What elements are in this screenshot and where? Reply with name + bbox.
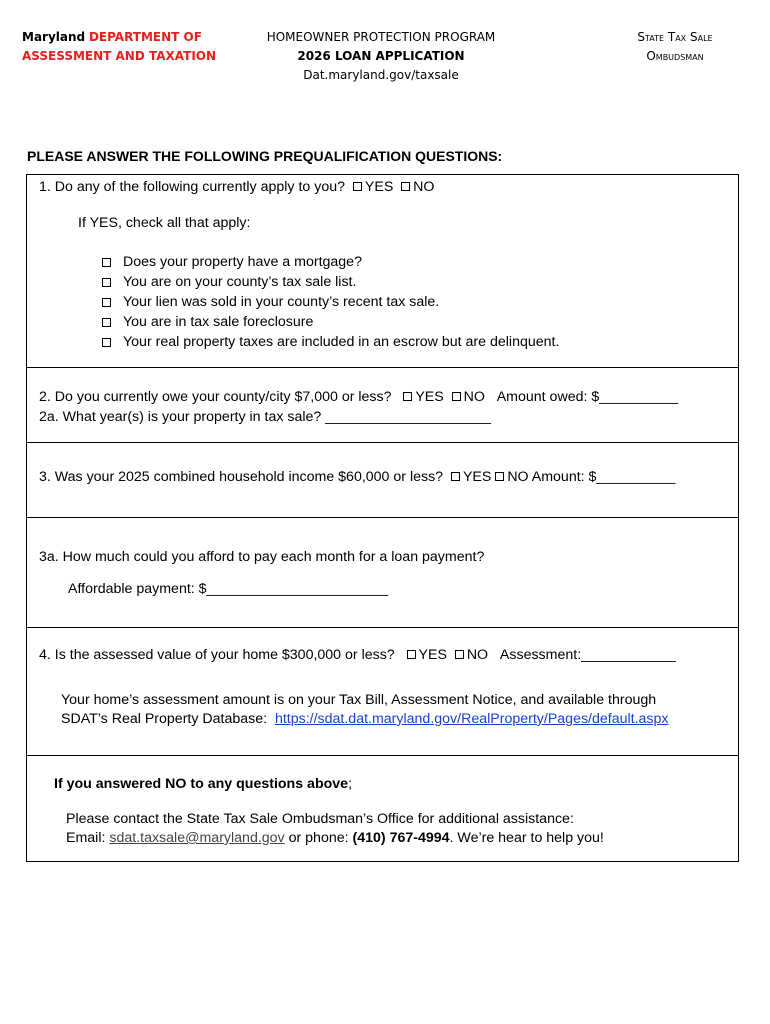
- q1-if-yes: If YES, check all that apply:: [78, 215, 251, 231]
- q1-option-checkbox[interactable]: [102, 258, 111, 267]
- divider: [26, 755, 739, 756]
- agency-line2: ASSESSMENT AND TAXATION: [22, 49, 217, 63]
- q1-options-list: [102, 252, 559, 352]
- q1-option-label: You are on your county’s tax sale list.: [123, 274, 357, 290]
- q1-option: [102, 292, 559, 312]
- q1-option-label: Does your property have a mortgage?: [123, 254, 362, 270]
- divider: [26, 367, 739, 368]
- email-link[interactable]: sdat.taxsale@maryland.gov: [109, 830, 285, 846]
- q3-no-checkbox[interactable]: [495, 472, 504, 481]
- footer-closing: . We’re hear to help you!: [449, 830, 604, 846]
- q3-amount-field[interactable]: Amount: $__________: [531, 469, 676, 485]
- footer-heading-bold: If you answered NO to any questions above: [54, 776, 349, 792]
- email-label: Email:: [66, 830, 106, 846]
- q4-no-checkbox[interactable]: [455, 650, 464, 659]
- divider: [26, 627, 739, 628]
- question-2-text: 2. Do you currently owe your county/city $7,000 or less?: [39, 389, 392, 405]
- question-4-text: 4. Is the assessed value of your home $300,000 or less?: [39, 647, 395, 663]
- q1-option-checkbox[interactable]: [102, 278, 111, 287]
- q1-option-label: Your lien was sold in your county’s recent tax sale.: [123, 294, 440, 310]
- q2-no-label: NO: [463, 389, 485, 405]
- divider: [26, 517, 739, 518]
- office-block: [610, 28, 740, 66]
- q1-no-checkbox[interactable]: [401, 182, 410, 191]
- footer-heading-suffix: ;: [348, 776, 353, 792]
- footer-contact: [66, 828, 604, 848]
- section-title: PLEASE ANSWER THE FOLLOWING PREQUALIFICATION QUESTIONS:: [27, 148, 503, 164]
- q3a-payment-field[interactable]: Affordable payment: $_______________________: [68, 581, 389, 597]
- footer-line1: Please contact the State Tax Sale Ombudsman’s Office for additional assistance:: [66, 811, 574, 827]
- application-title: 2026 LOAN APPLICATION: [297, 49, 465, 63]
- q1-option: [102, 332, 559, 352]
- q2-yes-checkbox[interactable]: [403, 392, 412, 401]
- agency-block: [22, 28, 216, 66]
- q1-yes-label: YES: [364, 179, 394, 195]
- website-text: Dat.maryland.gov/taxsale: [303, 68, 459, 82]
- q1-option-checkbox[interactable]: [102, 298, 111, 307]
- divider: [26, 442, 739, 443]
- question-2a[interactable]: 2a. What year(s) is your property in tax sale? _____________________: [39, 409, 491, 425]
- program-block: [228, 28, 534, 85]
- q1-option: [102, 312, 559, 332]
- q1-yes-checkbox[interactable]: [353, 182, 362, 191]
- q1-option-label: Your real property taxes are included in an escrow but are delinquent.: [123, 334, 560, 350]
- q2-amount-field[interactable]: Amount owed: $__________: [496, 389, 679, 405]
- q4-yes-label: YES: [418, 647, 447, 663]
- q2-yes-label: YES: [415, 389, 444, 405]
- q3-no-label: NO: [507, 469, 529, 485]
- phone-label: or phone:: [288, 830, 349, 846]
- office-line2: Ombudsman: [646, 49, 704, 63]
- q3-yes-label: YES: [462, 469, 492, 485]
- footer-heading: [54, 774, 352, 794]
- phone-number: (410) 767-4994: [352, 830, 450, 846]
- q4-yes-checkbox[interactable]: [407, 650, 416, 659]
- q4-note-line1: Your home’s assessment amount is on your Tax Bill, Assessment Notice, and available through: [61, 692, 657, 708]
- agency-line1: DEPARTMENT OF: [88, 30, 202, 44]
- agency-state: Maryland: [22, 30, 86, 44]
- q1-option-checkbox[interactable]: [102, 338, 111, 347]
- q1-option: [102, 272, 559, 292]
- q4-note-line2: [61, 709, 669, 729]
- question-3: [39, 467, 675, 487]
- q1-option-checkbox[interactable]: [102, 318, 111, 327]
- q1-option: [102, 252, 559, 272]
- q3-yes-checkbox[interactable]: [451, 472, 460, 481]
- real-property-link[interactable]: https://sdat.dat.maryland.gov/RealProperty/Pages/default.aspx: [274, 711, 669, 727]
- office-line1: State Tax Sale: [637, 30, 713, 44]
- question-1-text: 1. Do any of the following currently apply to you?: [39, 179, 345, 195]
- question-4: [39, 645, 676, 665]
- q4-assessment-field[interactable]: Assessment:____________: [499, 647, 676, 663]
- q1-no-label: NO: [413, 179, 435, 195]
- question-1: [39, 177, 434, 197]
- program-title: HOMEOWNER PROTECTION PROGRAM: [266, 30, 496, 44]
- q2-no-checkbox[interactable]: [452, 392, 461, 401]
- q1-option-label: You are in tax sale foreclosure: [123, 314, 314, 330]
- q4-note-label: SDAT’s Real Property Database:: [61, 711, 268, 727]
- question-3-text: 3. Was your 2025 combined household income $60,000 or less?: [39, 469, 444, 485]
- question-2: [39, 387, 678, 407]
- q4-no-label: NO: [466, 647, 489, 663]
- question-3a: 3a. How much could you afford to pay each month for a loan payment?: [39, 549, 485, 565]
